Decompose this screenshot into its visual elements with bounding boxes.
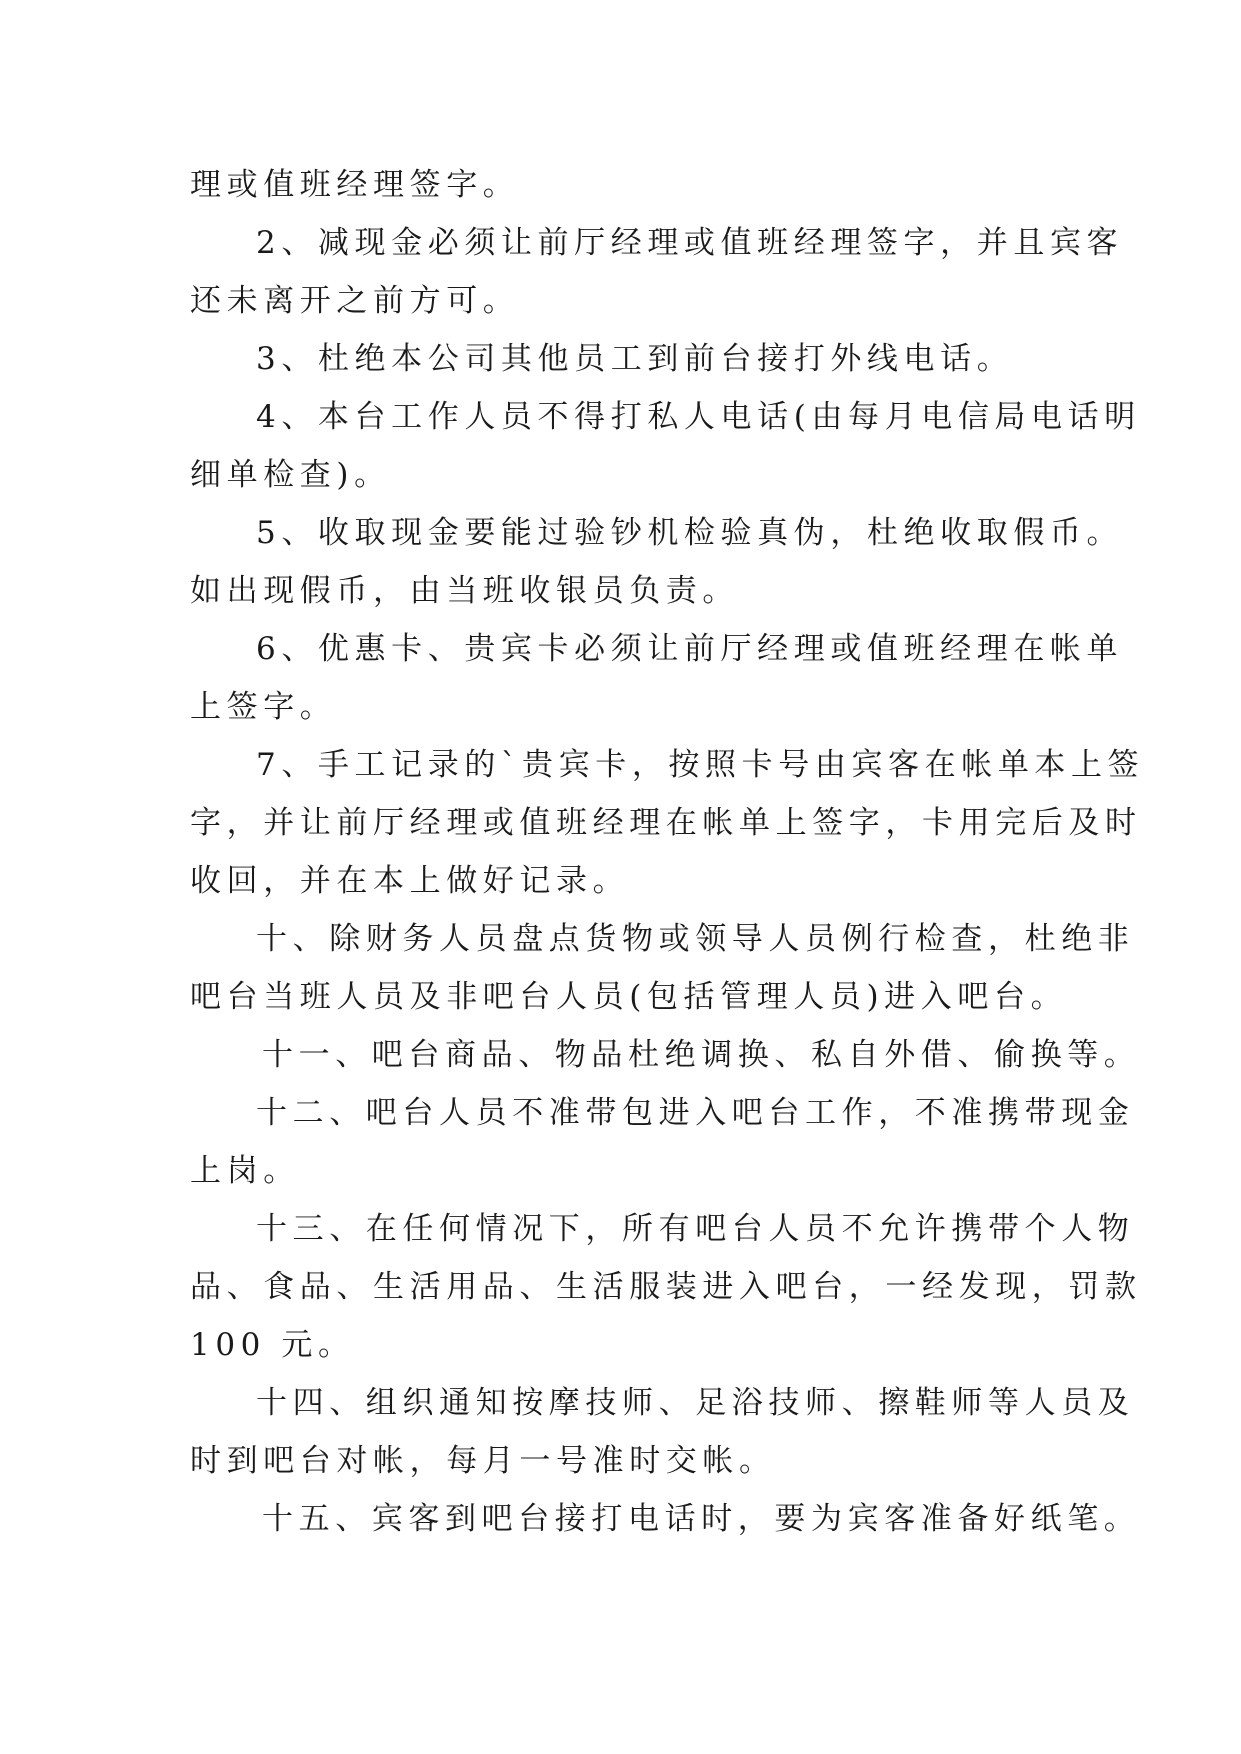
text-line: 十五、宾客到吧台接打电话时，要为宾客准备好纸笔。 <box>262 1501 1141 1537</box>
text-line: 2、减现金必须让前厅经理或值班经理签字，并且宾客 <box>256 225 1124 261</box>
document-body <box>190 156 1145 1548</box>
text-line: 还未离开之前方可。 <box>190 283 520 319</box>
text-line: 收回，并在本上做好记录。 <box>190 863 630 899</box>
text-line: 十二、吧台人员不准带包进入吧台工作，不准携带现金 <box>256 1095 1135 1131</box>
text-line: 3、杜绝本公司其他员工到前台接打外线电话。 <box>256 341 1014 377</box>
text-line: 细单检查)。 <box>190 457 391 493</box>
text-line: 7、手工记录的`贵宾卡，按照卡号由宾客在帐单本上签 <box>256 747 1145 783</box>
text-line: 5、收取现金要能过验钞机检验真伪，杜绝收取假币。 <box>256 515 1124 551</box>
text-line: 如出现假币，由当班收银员负责。 <box>190 573 739 609</box>
text-line: 理或值班经理签字。 <box>190 167 520 203</box>
text-line: 十一、吧台商品、物品杜绝调换、私自外借、偷换等。 <box>262 1037 1141 1073</box>
text-line: 上签字。 <box>190 689 337 725</box>
text-line: 吧台当班人员及非吧台人员(包括管理人员)进入吧台。 <box>190 979 1068 1015</box>
text-line: 100 元。 <box>190 1327 355 1363</box>
text-line: 时到吧台对帐，每月一号准时交帐。 <box>190 1443 776 1479</box>
text-line: 上岗。 <box>190 1153 300 1189</box>
text-line: 十四、组织通知按摩技师、足浴技师、擦鞋师等人员及 <box>256 1385 1135 1421</box>
text-line: 6、优惠卡、贵宾卡必须让前厅经理或值班经理在帐单 <box>256 631 1124 667</box>
text-line: 十三、在任何情况下，所有吧台人员不允许携带个人物 <box>256 1211 1135 1247</box>
text-line: 字，并让前厅经理或值班经理在帐单上签字，卡用完后及时 <box>190 805 1142 841</box>
text-line: 十、除财务人员盘点货物或领导人员例行检查，杜绝非 <box>256 921 1135 957</box>
text-line: 4、本台工作人员不得打私人电话(由每月电信局电话明 <box>256 399 1141 435</box>
text-line: 品、食品、生活用品、生活服装进入吧台，一经发现，罚款 <box>190 1269 1142 1305</box>
